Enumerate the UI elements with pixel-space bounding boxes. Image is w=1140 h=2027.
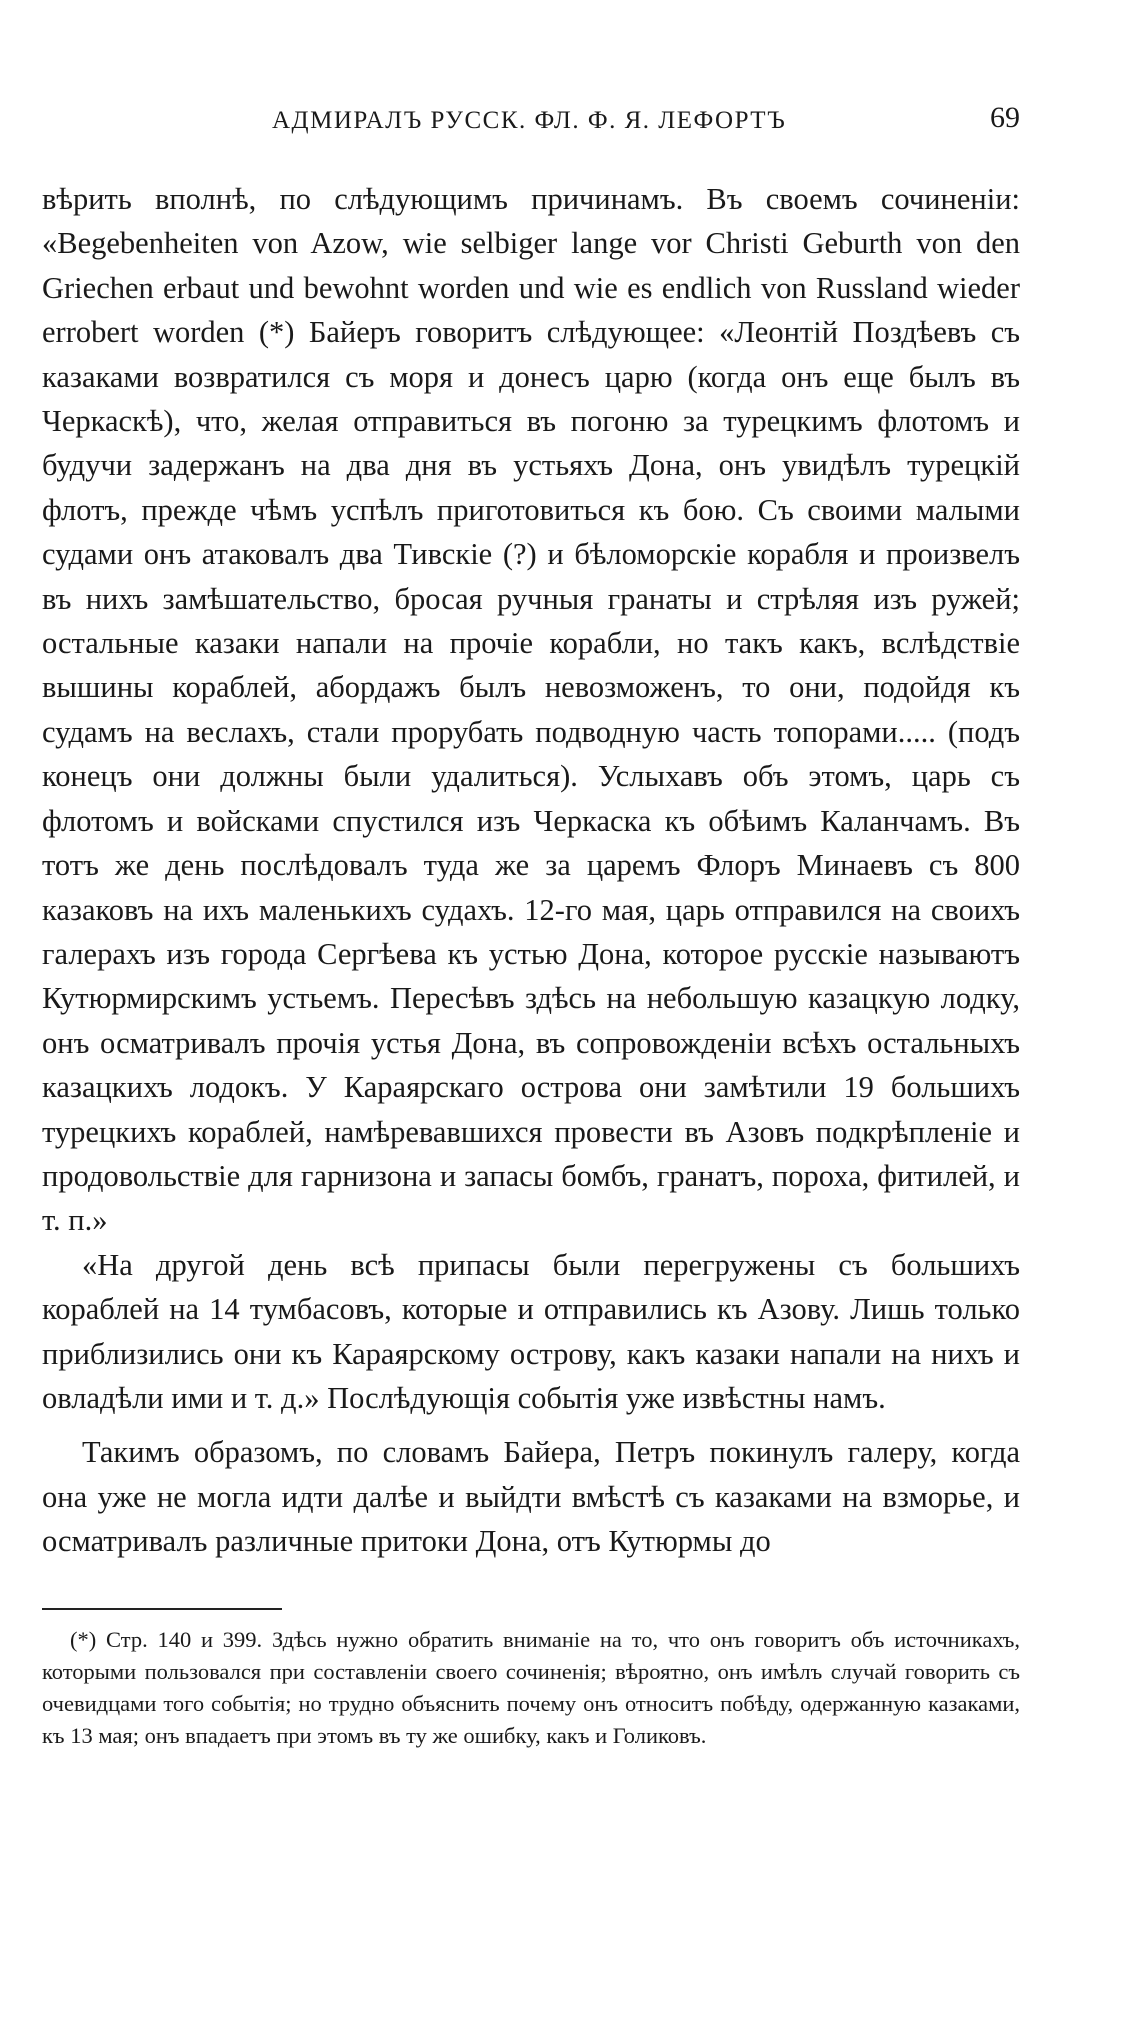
paragraph: вѣрить вполнѣ, по слѣдующимъ причинамъ. Въ своемъ сочиненіи: «Begebenheiten von Azow, wie selbiger lange vor Christi Geburth von den Griechen erbaut und bewohnt worden und wie es endlich von Russland wieder errobert worden (*) Байеръ говоритъ слѣдующее: «Леонтій Поздѣевъ съ казаками возвратился съ моря и донесъ царю (когда онъ еще былъ въ Черкаскѣ), что, желая отправиться въ погоню за турецкимъ флотомъ и будучи задержанъ на два дня въ устьяхъ Дона, онъ увидѣлъ турецкій флотъ, прежде чѣмъ успѣлъ приготовиться къ бою. Съ своими малыми судами онъ атаковалъ два Тивскіе (?) и бѣломорскіе корабля и произвелъ въ нихъ замѣшательство, бросая ручныя гранаты и стрѣляя изъ ружей; остальные казаки напали на прочіе корабли, но такъ какъ, вслѣдствіе вышины кораблей, абордажъ былъ невозможенъ, то они, подойдя къ судамъ на веслахъ, стали прорубать подводную часть топорами..... (подъ конецъ они должны были удалиться). Услыхавъ объ этомъ, царь съ флотомъ и войсками спустился изъ Черкаска къ обѣимъ Каланчамъ. Въ тотъ же день послѣдовалъ туда же за царемъ Флоръ Минаевъ съ 800 казаковъ на ихъ маленькихъ судахъ. 12-го мая, царь отправился на своихъ галерахъ изъ города Сергѣева къ устью Дона, которое русскіе называютъ Кутюрмирскимъ устьемъ. Пересѣвъ здѣсь на небольшую казацкую лодку, онъ осматривалъ прочія устья Дона, въ сопровожденіи всѣхъ остальныхъ казацкихъ лодокъ. У Караярскаго острова они замѣтили 19 большихъ турецкихъ кораблей, намѣревавшихся провести въ Азовъ подкрѣпленіе и продовольствіе для гарнизона и запасы бомбъ, гранатъ, пороха, фитилей, и т. п.»	[42, 182, 1020, 1238]
footnote-divider	[42, 1608, 282, 1610]
running-title: АДМИРАЛЪ РУСCК. ФЛ. Ф. Я. ЛЕФОРТЪ	[272, 107, 787, 134]
page-header	[42, 95, 1020, 155]
page-number: 69	[990, 101, 1020, 134]
main-text	[42, 177, 1020, 1564]
paragraph: «На другой день всѣ припасы были перегружены съ большихъ кораблей на 14 тумбасовъ, которые и отправились къ Азову. Лишь только приблизились они къ Караярскому острову, какъ казаки напали на нихъ и овладѣли ими и т. д.» Послѣдующія событія уже извѣстны намъ.	[42, 1247, 1020, 1415]
footnote: (*) Стр. 140 и 399. Здѣсь нужно обратить вниманіе на то, что онъ говоритъ объ источникахъ, которыми пользовался при составленіи своего сочиненія; вѣроятно, онъ имѣлъ случай говорить съ очевидцами того событія; но трудно объяснить почему онъ относитъ побѣду, одержанную казаками, къ 13 мая; онъ впадаетъ при этомъ въ ту же ошибку, какъ и Голиковъ.	[42, 1626, 1020, 1748]
paragraph: Такимъ образомъ, по словамъ Байера, Петръ покинулъ галеру, когда она уже не могла идти далѣе и выйдти вмѣстѣ съ казаками на взморье, и осматривалъ различные притоки Дона, отъ Кутюрмы до	[42, 1435, 1020, 1559]
